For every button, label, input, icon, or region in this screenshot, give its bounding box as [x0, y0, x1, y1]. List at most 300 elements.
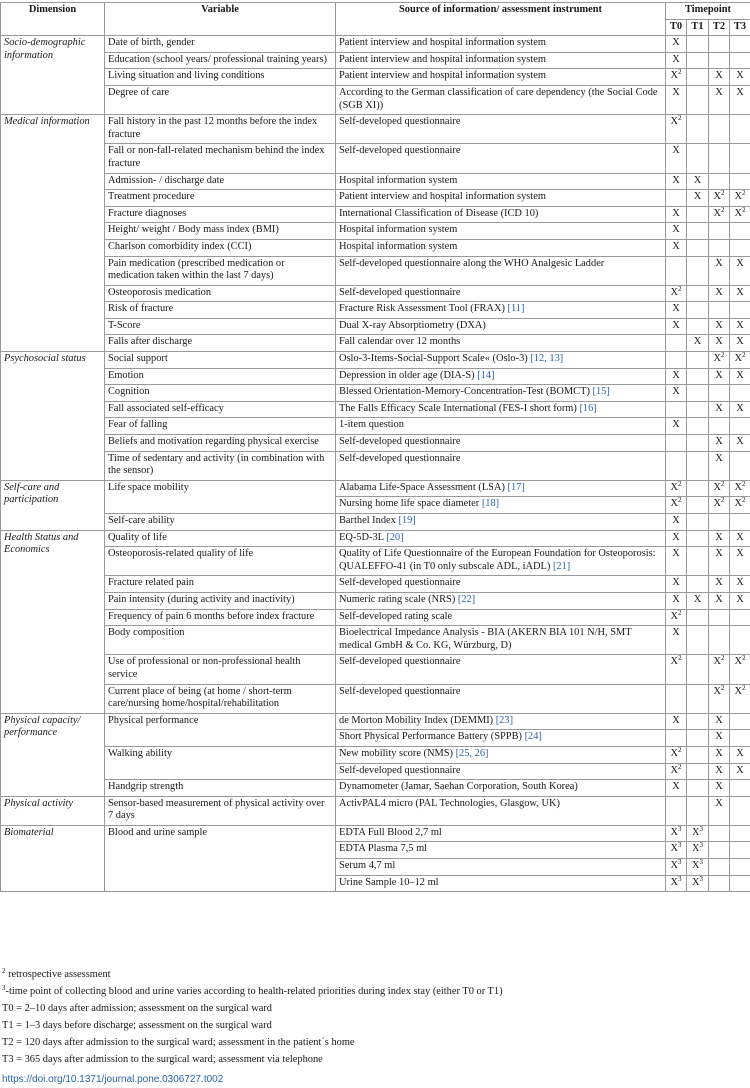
t3-cell [730, 514, 750, 531]
reference-link[interactable]: [19] [398, 515, 416, 526]
t0-mark: X [672, 781, 680, 793]
reference-link[interactable]: [21] [552, 560, 571, 572]
t3-cell [730, 626, 750, 655]
t1-cell [687, 730, 709, 747]
t3-cell [730, 746, 750, 763]
t1-cell [687, 85, 709, 114]
t1-cell [687, 223, 709, 240]
t1-mark: X [693, 593, 702, 605]
t0-cell [666, 842, 687, 859]
t3-mark: X [736, 86, 744, 98]
t0-cell [666, 451, 687, 480]
t1-cell [687, 401, 709, 418]
t0-cell [666, 239, 687, 256]
t1-cell [687, 435, 709, 452]
table-row [1, 69, 750, 86]
t3-cell [730, 780, 750, 797]
t2-superscript: 2 [721, 205, 725, 214]
t0-mark: X [672, 386, 680, 398]
t3-cell [730, 115, 750, 144]
table-row [1, 173, 750, 190]
table-row [1, 514, 750, 531]
table-row [1, 547, 750, 576]
source-text: Dual X-ray Absorptiometry (DXA) [339, 319, 486, 331]
t3-mark: X [734, 481, 742, 493]
header-timepoint: Timepoint [666, 3, 750, 20]
t2-cell [709, 796, 730, 825]
t2-cell [709, 626, 730, 655]
t0-cell [666, 592, 687, 609]
t0-mark: X [672, 515, 680, 526]
doi-link[interactable]: https://doi.org/10.1371/journal.pone.0306727.t002 [2, 1074, 224, 1085]
table-row [1, 746, 750, 763]
source-cell [336, 52, 666, 69]
source-text: Dynamometer (Jamar, Saehan Corporation, South Korea) [339, 781, 578, 793]
variable-cell: Current place of being (at home / short-term care/nursing home/hospital/rehabilitation [105, 684, 336, 713]
t3-cell [730, 173, 750, 190]
t0-mark: X [670, 843, 678, 855]
source-text: New mobility score (NMS) [339, 747, 456, 759]
t2-cell [709, 497, 730, 514]
t1-cell [687, 825, 709, 842]
reference-link[interactable]: [20] [386, 531, 404, 543]
t3-cell [730, 335, 750, 352]
header-source: Source of information/ assessment instrument [336, 3, 666, 36]
table-row [1, 609, 750, 626]
variable-cell: Degree of care [105, 85, 336, 114]
variable-cell: Quality of life [105, 530, 336, 547]
t3-cell [730, 401, 750, 418]
source-cell [336, 684, 666, 713]
variable-cell: Fall associated self-efficacy [105, 401, 336, 418]
t2-cell [709, 730, 730, 747]
t2-cell [709, 52, 730, 69]
variable-cell: Education (school years/ professional training years) [105, 52, 336, 69]
t2-cell [709, 69, 730, 86]
t2-cell [709, 530, 730, 547]
source-cell [336, 302, 666, 319]
t1-cell [687, 418, 709, 435]
source-cell [336, 318, 666, 335]
source-cell [336, 796, 666, 825]
t1-cell [687, 256, 709, 285]
table-row [1, 451, 750, 480]
t0-mark: X [672, 174, 680, 186]
t3-mark: X [736, 336, 744, 348]
t1-cell [687, 626, 709, 655]
t2-mark: X [715, 452, 723, 464]
t0-superscript: 3 [678, 824, 682, 833]
source-text: EDTA Plasma 7,5 ml [339, 843, 428, 855]
source-cell [336, 239, 666, 256]
t2-superscript: 2 [721, 683, 725, 692]
source-cell [336, 144, 666, 173]
variable-cell: Fall history in the past 12 months before the index fracture [105, 115, 336, 144]
t0-superscript: 2 [678, 745, 682, 754]
t2-mark: X [715, 731, 723, 743]
t3-superscript: 2 [742, 189, 746, 198]
source-cell [336, 859, 666, 876]
table-row [1, 285, 750, 302]
t3-cell [730, 480, 750, 497]
dimension-cell: Socio-demographic information [1, 36, 105, 115]
source-text: Fracture Risk Assessment Tool (FRAX) [339, 303, 508, 315]
t0-mark: X [670, 610, 678, 622]
table-row [1, 592, 750, 609]
variable-cell: Cognition [105, 385, 336, 402]
t0-cell [666, 190, 687, 207]
t0-cell [666, 730, 687, 747]
source-text: Hospital information system [339, 224, 458, 236]
table-row [1, 144, 750, 173]
header-row-1 [1, 3, 750, 20]
dimension-cell: Health Status and Economics [1, 530, 105, 713]
t0-mark: X [670, 876, 678, 888]
t0-cell [666, 713, 687, 730]
t2-cell [709, 173, 730, 190]
t2-mark: X [715, 548, 723, 560]
variable-cell: Osteoporosis medication [105, 285, 336, 302]
source-cell [336, 223, 666, 240]
t2-mark: X [715, 86, 723, 98]
t1-cell [687, 36, 709, 53]
source-text: Oslo-3-Items-Social-Support Scale« (Oslo-3) [339, 353, 531, 365]
source-text: Self-developed questionnaire along the WHO Analgesic Ladder [339, 257, 605, 269]
table-row [1, 368, 750, 385]
t1-superscript: 3 [699, 858, 703, 867]
t2-cell [709, 684, 730, 713]
source-cell [336, 85, 666, 114]
table-row [1, 318, 750, 335]
t2-cell [709, 318, 730, 335]
reference-link[interactable]: [16] [579, 402, 597, 414]
header-t2: T2 [709, 19, 730, 36]
table-row [1, 530, 750, 547]
variable-cell: Risk of fracture [105, 302, 336, 319]
source-cell [336, 825, 666, 842]
t3-mark: X [736, 70, 744, 82]
t3-mark: X [734, 685, 742, 697]
t0-cell [666, 302, 687, 319]
t3-cell [730, 655, 750, 684]
t0-cell [666, 69, 687, 86]
reference-link[interactable]: [22] [457, 593, 476, 605]
t2-cell [709, 36, 730, 53]
source-text: Hospital information system [339, 174, 458, 186]
t2-cell [709, 435, 730, 452]
t2-mark: X [715, 747, 723, 759]
t2-cell [709, 780, 730, 797]
reference-link[interactable]: [18] [481, 498, 500, 510]
variable-cell: T-Score [105, 318, 336, 335]
t3-cell [730, 842, 750, 859]
t2-mark: X [715, 593, 723, 605]
source-text: de Morton Mobility Index (DEMMI) [339, 714, 496, 726]
variable-cell: Life space mobility [105, 480, 336, 513]
t2-cell [709, 825, 730, 842]
variable-cell: Time of sedentary and activity (in combination with the sensor) [105, 451, 336, 480]
t2-superscript: 2 [721, 496, 725, 505]
t0-mark: X [672, 224, 680, 236]
t2-cell [709, 206, 730, 223]
t0-cell [666, 576, 687, 593]
source-cell [336, 418, 666, 435]
t1-mark: X [691, 876, 700, 888]
source-text: Barthel Index [339, 515, 399, 526]
t1-cell [687, 52, 709, 69]
t2-cell [709, 401, 730, 418]
variable-cell: Admission- / discharge date [105, 173, 336, 190]
t3-mark: X [736, 593, 744, 605]
t1-cell [687, 115, 709, 144]
t1-cell [687, 173, 709, 190]
reference-link[interactable]: [24] [524, 731, 542, 743]
t1-cell [687, 480, 709, 497]
source-cell [336, 285, 666, 302]
t0-cell [666, 684, 687, 713]
t2-cell [709, 385, 730, 402]
variable-cell: Emotion [105, 368, 336, 385]
t0-mark: X [672, 145, 680, 157]
t0-mark: X [672, 593, 680, 605]
table-row [1, 435, 750, 452]
t1-mark: X [693, 191, 702, 203]
reference-link[interactable]: [25, 26] [455, 747, 489, 759]
t3-mark: X [736, 319, 744, 331]
reference-link[interactable]: [17] [507, 481, 525, 493]
table-row [1, 302, 750, 319]
t0-cell [666, 746, 687, 763]
t3-cell [730, 530, 750, 547]
source-text: Self-developed questionnaire [339, 286, 461, 298]
t2-mark: X [715, 319, 723, 331]
reference-link[interactable]: [11] [507, 303, 525, 315]
t2-mark: X [715, 336, 723, 348]
t1-cell [687, 514, 709, 531]
t0-cell [666, 655, 687, 684]
t3-cell [730, 352, 750, 369]
variable-cell: Use of professional or non-professional health service [105, 655, 336, 684]
source-cell [336, 352, 666, 369]
t1-mark: X [693, 336, 702, 348]
dimension-cell: Self-care and participation [1, 480, 105, 530]
table-row [1, 335, 750, 352]
source-text: Alabama Life-Space Assessment (LSA) [339, 481, 508, 493]
t3-cell [730, 547, 750, 576]
table-row [1, 825, 750, 842]
table-row [1, 796, 750, 825]
t0-superscript: 2 [678, 608, 682, 617]
source-cell [336, 746, 666, 763]
t0-mark: X [672, 240, 680, 252]
t1-cell [687, 385, 709, 402]
source-text: Patient interview and hospital information system [339, 70, 546, 82]
source-cell [336, 530, 666, 547]
source-text: Numeric rating scale (NRS) [339, 593, 458, 605]
source-cell [336, 730, 666, 747]
source-cell [336, 480, 666, 497]
t3-mark: X [736, 257, 744, 269]
t0-cell [666, 875, 687, 892]
t2-mark: X [713, 207, 721, 219]
t0-superscript: 2 [678, 654, 682, 663]
footnote-3-marker: 3 [2, 984, 6, 993]
t2-mark: X [715, 797, 723, 809]
t1-cell [687, 335, 709, 352]
t2-cell [709, 368, 730, 385]
t3-cell [730, 875, 750, 892]
t3-superscript: 2 [742, 496, 746, 505]
source-cell [336, 385, 666, 402]
variable-cell: Frequency of pain 6 months before index fracture [105, 609, 336, 626]
table-row [1, 115, 750, 144]
t2-mark: X [715, 70, 723, 82]
t2-mark: X [715, 369, 723, 381]
source-cell [336, 609, 666, 626]
variable-cell: Height/ weight / Body mass index (BMI) [105, 223, 336, 240]
t1-cell [687, 780, 709, 797]
t3-cell [730, 144, 750, 173]
variable-cell: Charlson comorbidity index (CCI) [105, 239, 336, 256]
t0-cell [666, 36, 687, 53]
t3-cell [730, 69, 750, 86]
t2-cell [709, 190, 730, 207]
t1-cell [687, 352, 709, 369]
source-text: Blessed Orientation-Memory-Concentration-Test (BOMCT) [339, 386, 593, 398]
table-row [1, 684, 750, 713]
t1-mark: X [693, 174, 702, 186]
t0-mark: X [672, 369, 680, 381]
t3-cell [730, 418, 750, 435]
t3-cell [730, 256, 750, 285]
t0-cell [666, 385, 687, 402]
variable-cell: Body composition [105, 626, 336, 655]
t3-superscript: 2 [742, 351, 746, 360]
t0-cell [666, 318, 687, 335]
t3-cell [730, 368, 750, 385]
source-text: EDTA Full Blood 2,7 ml [339, 826, 442, 838]
t0-cell [666, 256, 687, 285]
source-text: The Falls Efficacy Scale International (FES-I short form) [339, 402, 580, 414]
t3-mark: X [734, 498, 742, 510]
footnote-retrospective [2, 966, 503, 983]
t0-mark: X [670, 747, 678, 759]
t2-cell [709, 223, 730, 240]
table-row [1, 385, 750, 402]
t0-cell [666, 335, 687, 352]
t0-superscript: 2 [678, 68, 682, 77]
t3-cell [730, 609, 750, 626]
t2-superscript: 2 [721, 479, 725, 488]
t3-cell [730, 713, 750, 730]
reference-link[interactable]: [23] [495, 714, 514, 726]
source-text: Patient interview and hospital information system [339, 191, 546, 203]
variable-cell: Handgrip strength [105, 780, 336, 797]
t0-mark: X [670, 764, 678, 776]
footnote-3-text: -time point of collecting blood and urine varies according to health-related priorities during index stay (either T0 or T1) [5, 986, 503, 998]
t0-mark: X [670, 498, 678, 510]
source-cell [336, 69, 666, 86]
source-text: Self-developed questionnaire [339, 452, 461, 464]
t3-cell [730, 223, 750, 240]
reference-link[interactable]: [12, 13] [530, 353, 564, 365]
t2-cell [709, 859, 730, 876]
variable-cell: Osteoporosis-related quality of life [105, 547, 336, 576]
t0-mark: X [670, 656, 678, 668]
reference-link[interactable]: [15] [592, 386, 610, 398]
t2-cell [709, 576, 730, 593]
source-text: Quality of Life Questionnaire of the European Foundation for Osteoporosis: QUALEFFO-41 (in T0 only subscale ADL, iADL) [339, 548, 656, 572]
variable-cell: Blood and urine sample [105, 825, 336, 891]
t0-cell [666, 352, 687, 369]
t3-mark: X [736, 531, 744, 543]
t3-mark: X [736, 747, 744, 759]
table-row [1, 626, 750, 655]
t0-mark: X [672, 531, 680, 543]
t2-mark: X [715, 577, 723, 589]
reference-link[interactable]: [14] [477, 369, 495, 381]
t3-cell [730, 592, 750, 609]
source-cell [336, 451, 666, 480]
t3-mark: X [734, 191, 742, 203]
header-t3: T3 [730, 19, 750, 36]
t3-cell [730, 859, 750, 876]
t1-cell [687, 144, 709, 173]
t2-mark: X [715, 402, 723, 414]
t2-cell [709, 592, 730, 609]
t3-cell [730, 285, 750, 302]
t3-cell [730, 385, 750, 402]
table-row [1, 713, 750, 730]
t0-cell [666, 497, 687, 514]
source-text: Urine Sample 10–12 ml [339, 876, 439, 888]
t3-cell [730, 796, 750, 825]
source-cell [336, 368, 666, 385]
source-text: Self-developed questionnaire [339, 145, 461, 157]
t0-cell [666, 285, 687, 302]
t0-mark: X [670, 481, 678, 493]
t1-cell [687, 576, 709, 593]
t0-mark: X [670, 70, 678, 82]
t1-cell [687, 190, 709, 207]
header-t0: T0 [666, 19, 687, 36]
source-cell [336, 713, 666, 730]
t2-cell [709, 746, 730, 763]
source-cell [336, 256, 666, 285]
t0-cell [666, 763, 687, 780]
t3-mark: X [734, 353, 742, 365]
source-text: According to the German classification of care dependency (the Social Code (SGB XI)) [339, 86, 658, 111]
t3-cell [730, 684, 750, 713]
t0-cell [666, 223, 687, 240]
source-text: Hospital information system [339, 240, 458, 252]
t2-mark: X [713, 685, 721, 697]
t0-cell [666, 547, 687, 576]
t1-cell [687, 875, 709, 892]
t0-cell [666, 514, 687, 531]
source-text: Self-developed questionnaire [339, 656, 461, 668]
source-cell [336, 655, 666, 684]
source-text: Self-developed questionnaire [339, 116, 461, 128]
t1-cell [687, 451, 709, 480]
t0-cell [666, 173, 687, 190]
t0-mark: X [670, 116, 678, 128]
t3-cell [730, 36, 750, 53]
t0-mark: X [672, 627, 680, 639]
source-cell [336, 401, 666, 418]
t1-cell [687, 239, 709, 256]
t2-cell [709, 609, 730, 626]
